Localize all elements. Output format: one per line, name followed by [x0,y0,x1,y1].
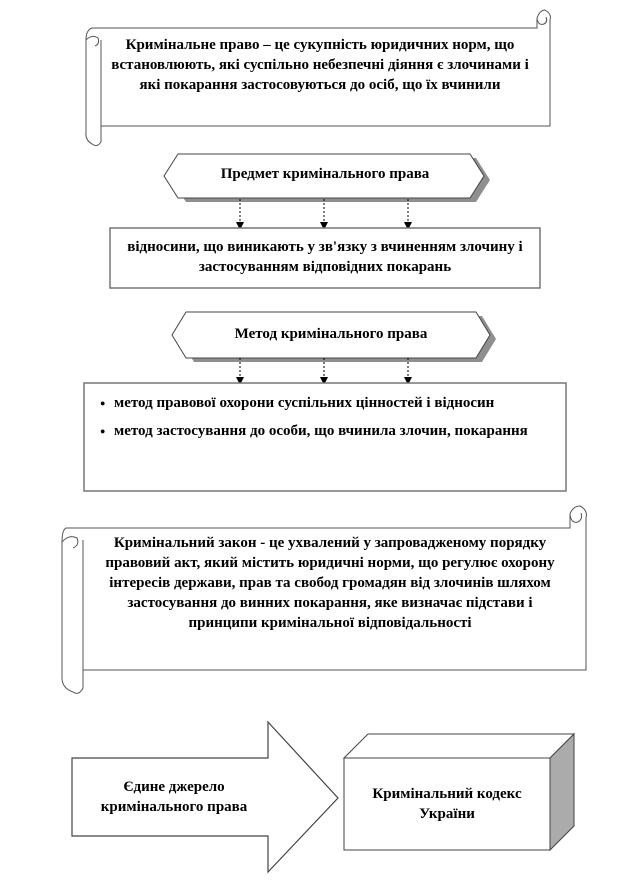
method-list [98,393,556,441]
method-title: Метод кримінального права [234,326,428,342]
subject-title: Предмет кримінального права [220,166,430,182]
method-item: ● метод правової охорони суспільних цінностей і відносин [98,393,556,413]
source-arrow-label: Єдине джерело кримінального права [100,779,248,815]
law-body: - це ухвалений у запровадженому порядку правовий акт, який містить юридичні норми, що регулює охорону інтересів держави, прав та свобод громадян від злочинів шляхом застосування до винних покарання, яке визначає підстави і принципи кримінальної відповідальності [105,535,555,631]
subject-description: відносини, що виникають у зв'язку з вчиненням злочину і застосуванням відповідних покарань [127,239,523,275]
definition-body: – це сукупність юридичних норм, що встановлюють, які суспільно небезпечні діяння є злочинами і які покарання застосовуються до осіб, що їх вчинили [111,37,529,93]
law-scroll-text [92,533,568,633]
definition-scroll-text [108,35,532,95]
law-term: Кримінальний закон [113,535,257,551]
method-item: ● метод застосування до особи, що вчинила злочин, покарання [98,421,556,441]
code-box-label: Кримінальний кодекс України [372,786,522,822]
definition-term: Кримінальне право [125,37,260,53]
